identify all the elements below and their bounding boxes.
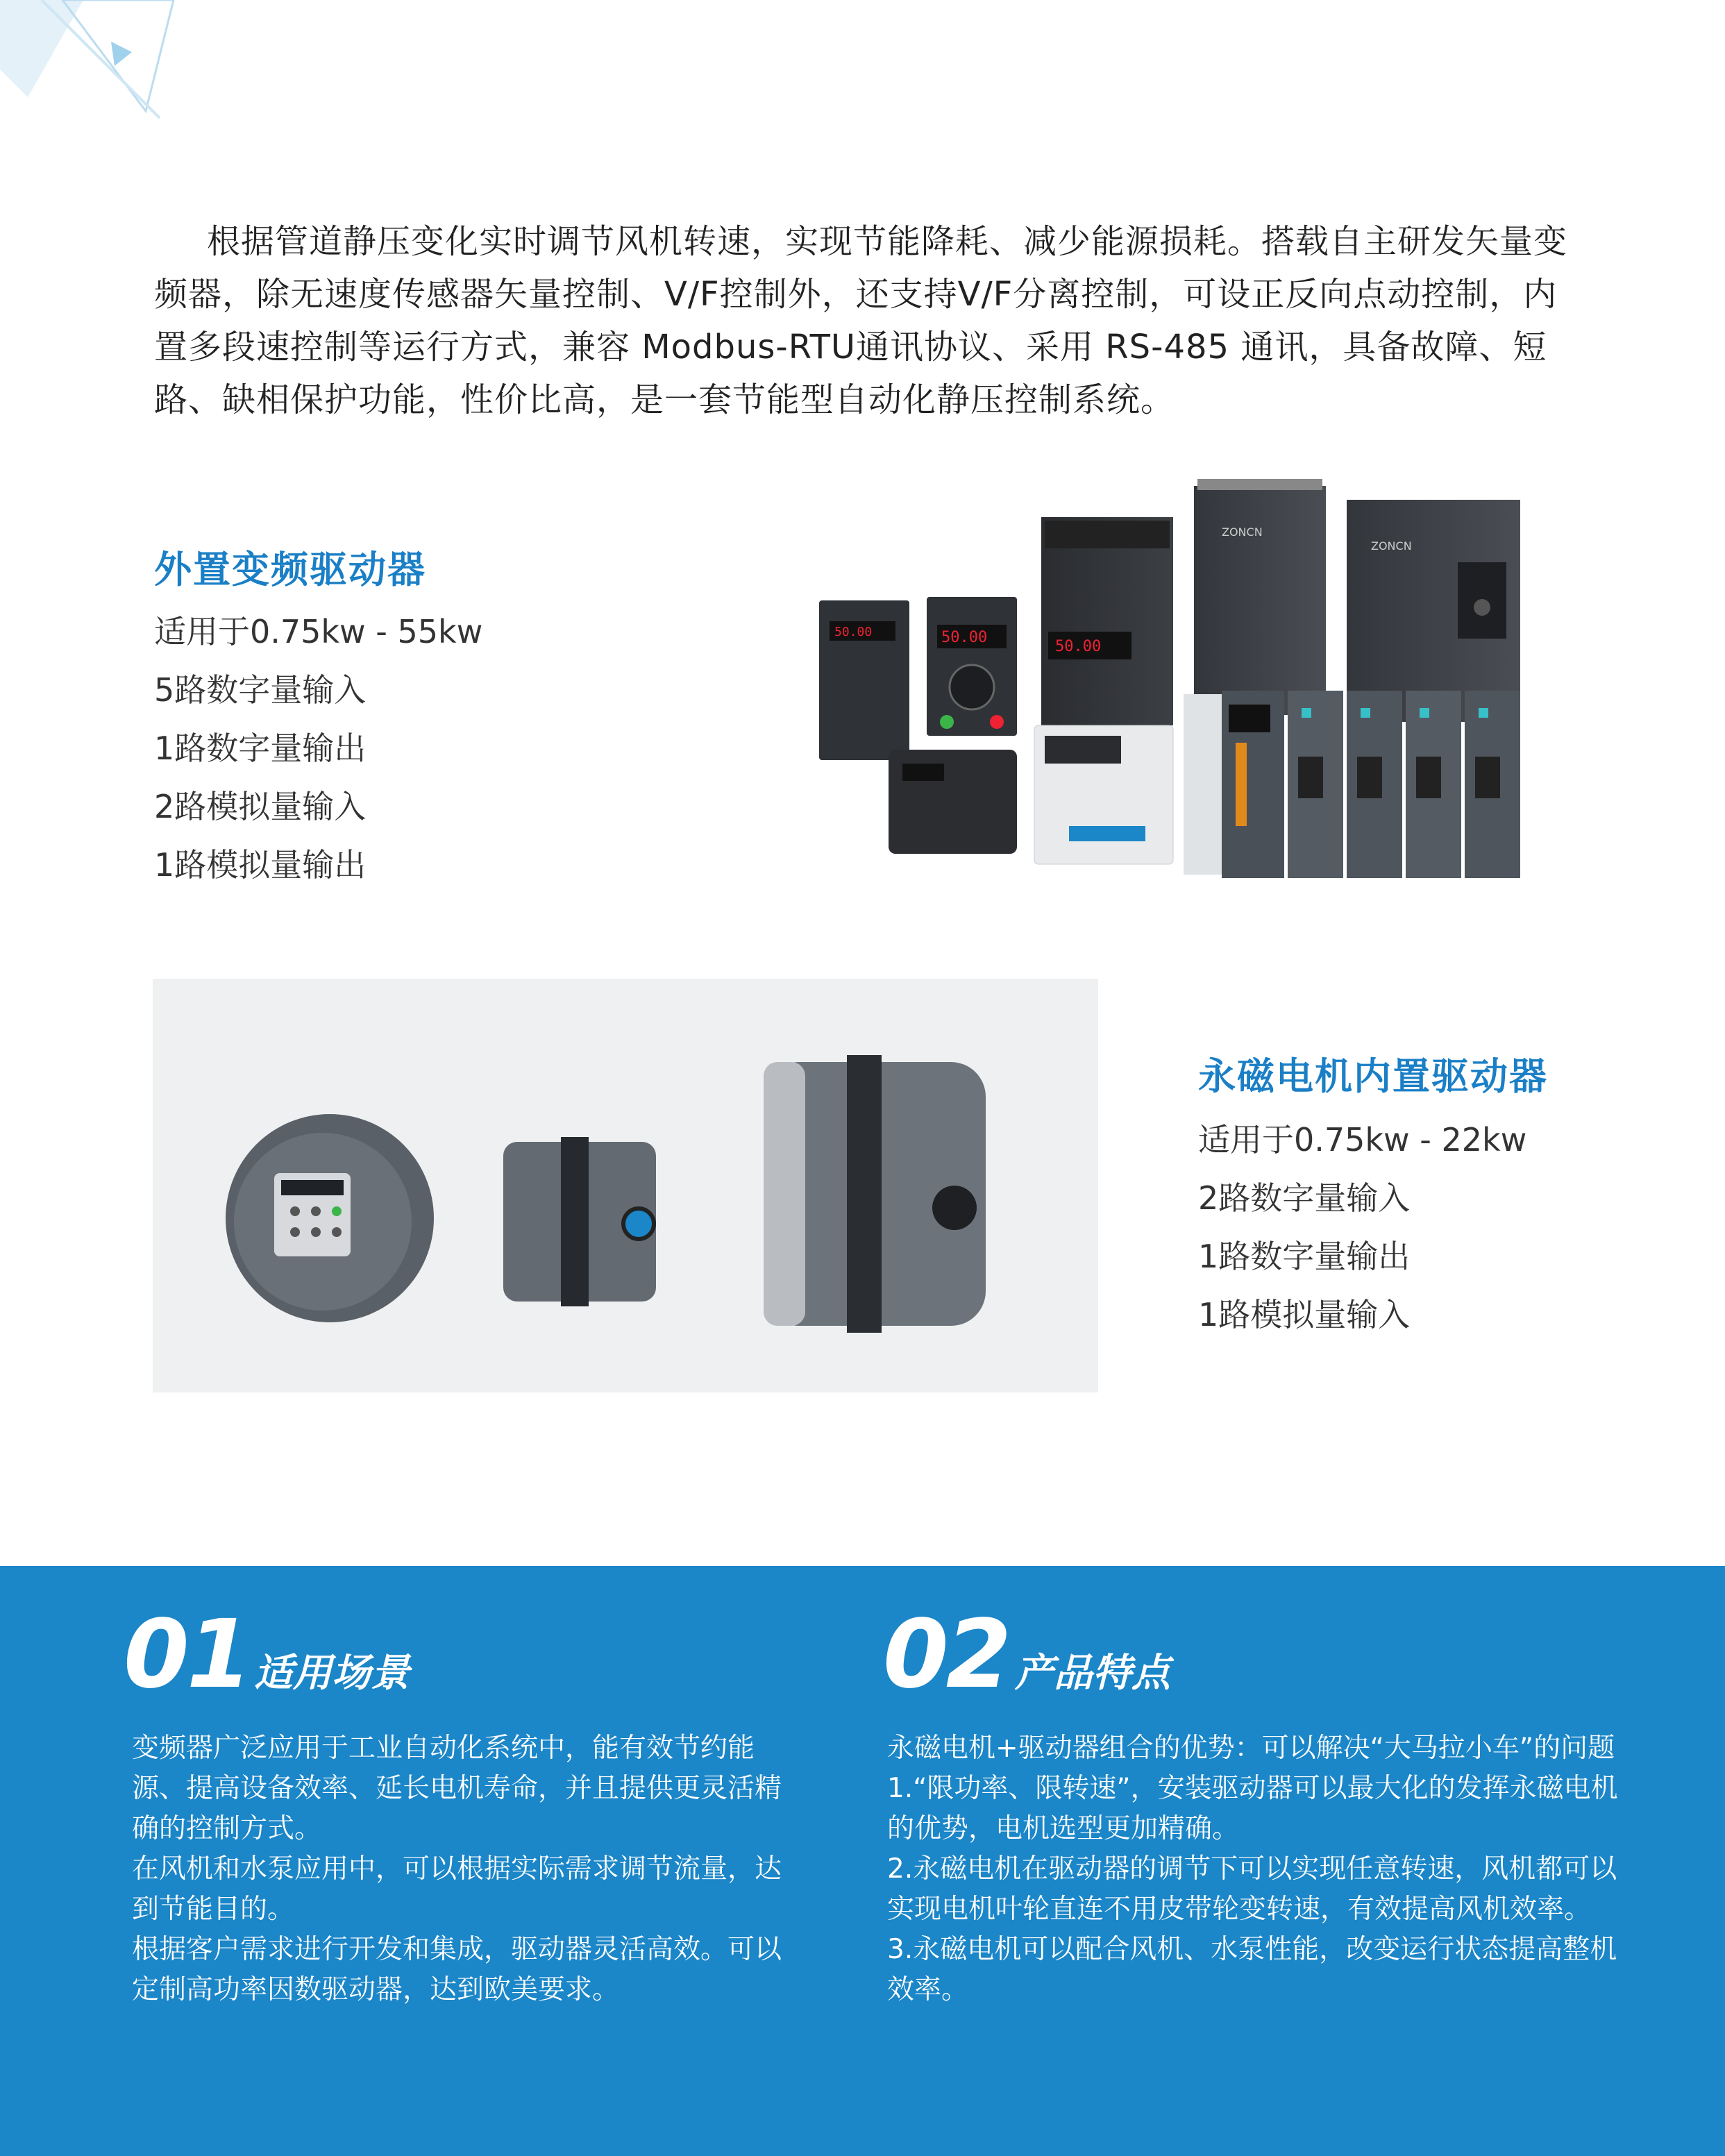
spec-item: 适用于0.75kw - 55kw [154,613,483,650]
paragraph: 永磁电机+驱动器组合的优势：可以解决“大马拉小车”的问题 [887,1733,1615,1764]
pm-drive-title: 永磁电机内置驱动器 [1198,1054,1548,1098]
spec-item: 1路模拟量输出 [154,846,367,884]
section-number-02: 02 [883,1600,1009,1710]
spec-item: 5路数字量输入 [154,671,367,709]
paragraph: 根据客户需求进行开发和集成，驱动器灵活高效。可以定制高功率因数驱动器，达到欧美要求。 [132,1934,782,2005]
corner-decoration [0,0,194,125]
drive-display: 50.00 [1055,638,1102,655]
external-drive-title: 外置变频驱动器 [154,548,426,591]
spec-item: 适用于0.75kw - 22kw [1198,1121,1527,1159]
spec-item: 1路数字量输出 [154,730,367,767]
drive-display: 50.00 [941,629,988,646]
section-number-01: 01 [124,1600,250,1710]
spec-item: 2路模拟量输入 [154,788,367,825]
features-text [887,1728,1623,2010]
intro-paragraph: 根据管道静压变化实时调节风机转速，实现节能降耗、减少能源损耗。搭载自主研发矢量变频器，除无速度传感器矢量控制、V/F控制外，还支持V/F分离控制，可设正反向点动控制，内置多段速控制等运行方式，兼容 Modbus-RTU通讯协议、采用 RS-485 通讯，具备故障、短路、缺相保护功能，性价比高，是一套节能型自动化静压控制系统。 [154,222,1568,419]
section-title-features: 产品特点 [1015,1651,1170,1696]
spec-item: 1路数字量输出 [1198,1238,1411,1275]
external-drive-specs [154,603,482,894]
paragraph: 变频器广泛应用于工业自动化系统中，能有效节约能源、提高设备效率、延长电机寿命，并且提供更灵活精确的控制方式。 [132,1733,782,1844]
spec-item: 1路模拟量输入 [1198,1296,1411,1333]
section-title-applications: 适用场景 [254,1651,410,1696]
applications-text [132,1728,798,2010]
pm-drive-specs [1198,1111,1526,1344]
drive-display: 50.00 [834,625,873,639]
motors-product-photo [153,979,1098,1392]
drives-product-photo [805,479,1576,895]
paragraph: 3.永磁电机可以配合风机、水泵性能，改变运行状态提高整机效率。 [887,1934,1617,2005]
paragraph: 1.“限功率、限转速”，安装驱动器可以最大化的发挥永磁电机的优势，电机选型更加精确。 [887,1773,1618,1844]
paragraph: 2.永磁电机在驱动器的调节下可以实现任意转速，风机都可以实现电机叶轮直连不用皮带轮变转速，有效提高风机效率。 [887,1853,1617,1925]
brand-label: ZONCN [1371,539,1412,553]
brand-label: ZONCN [1222,525,1263,539]
spec-item: 2路数字量输入 [1198,1179,1411,1217]
paragraph: 在风机和水泵应用中，可以根据实际需求调节流量，达到节能目的。 [132,1853,782,1925]
